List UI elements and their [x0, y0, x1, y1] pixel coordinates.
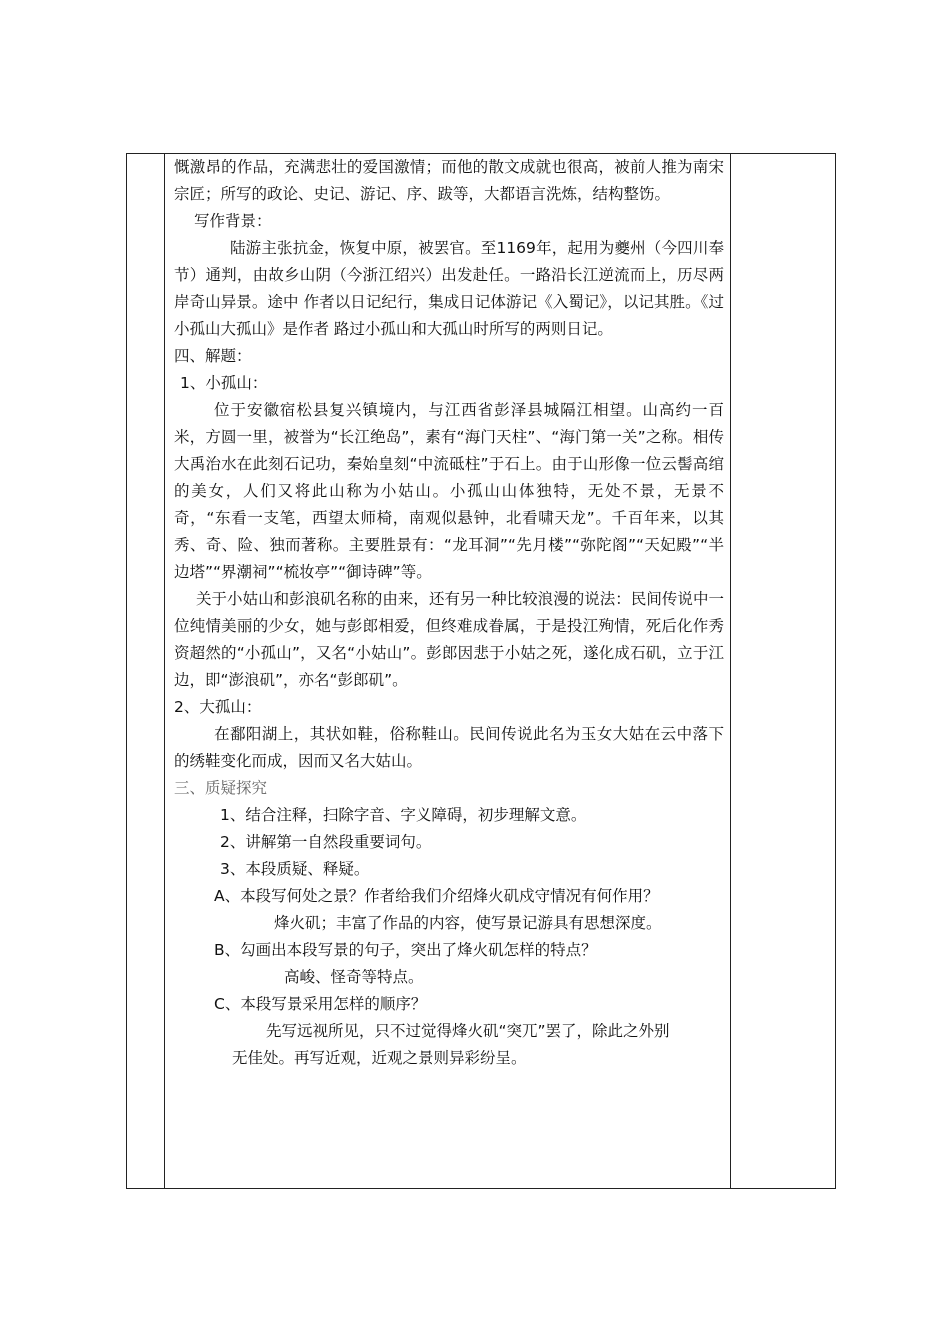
- step-item: 2、讲解第一自然段重要词句。: [220, 833, 432, 851]
- dagushan-paragraph: 在鄱阳湖上，其状如鞋，俗称鞋山。民间传说此名为玉女大姑在云中落下的绣鞋变化而成，因而又名大姑山。: [174, 725, 724, 770]
- question-c: C、本段写景采用怎样的顺序？: [214, 995, 427, 1013]
- answer-b: 高峻、怪奇等特点。: [284, 968, 424, 986]
- intro-paragraph: 慨激昂的作品，充满悲壮的爱国激情；而他的散文成就也很高，被前人推为南宋宗匠；所写的政论、史记、游记、序、跋等，大都语言洗炼，结构整饬。: [174, 158, 724, 203]
- xiaogushan-heading: 1、小孤山：: [180, 374, 268, 392]
- answer-a: 烽火矶；丰富了作品的内容，使写景记游具有思想深度。: [274, 914, 662, 932]
- step-item: 1、结合注释，扫除字音、字义障碍，初步理解文意。: [220, 806, 587, 824]
- right-column-divider: [730, 154, 731, 1188]
- xiaogushan-paragraph-2: 关于小姑山和彭浪矶名称的由来，还有另一种比较浪漫的说法：民间传说中一位纯情美丽的少女，她与彭郎相爱，但终难成眷属，于是投江殉情，死后化作秀资超然的“小孤山”，又名“小姑山”。彭郎因悲于小姑之死，遂化成石矶，立于江边，即“澎浪矶”，亦名“彭郎矶”。: [174, 590, 724, 689]
- answer-c-line-2: 无佳处。再写近观，近观之景则异彩纷呈。: [232, 1049, 527, 1067]
- section-three-heading: 三、质疑探究: [174, 779, 268, 797]
- main-content-cell: [174, 153, 724, 1072]
- question-b: B、勾画出本段写景的句子，突出了烽火矶怎样的特点？: [214, 941, 597, 959]
- xiaogushan-paragraph-1: 位于安徽宿松县复兴镇境内，与江西省彭泽县城隔江相望。山高约一百米，方圆一里，被誉为“长江绝岛”，素有“海门天柱”、“海门第一关”之称。相传大禹治水在此刻石记功，秦始皇刻“中流砥柱”于石上。由于山形像一位云髻高绾的美女，人们又将此山称为小姑山。小孤山山体独特，无处不景，无景不奇，“东看一支笔，西望太师椅，南观似悬钟，北看啸天龙”。千百年来，以其秀、奇、险、独而著称。主要胜景有：“龙耳洞”“先月楼”“弥陀阁”“天妃殿”“半边塔”“界潮祠”“梳妆亭”“御诗碑”等。: [174, 401, 724, 581]
- background-heading: 写作背景：: [194, 212, 272, 230]
- dagushan-heading: 2、大孤山：: [174, 698, 262, 716]
- step-item: 3、本段质疑、释疑。: [220, 860, 370, 878]
- section-four-heading: 四、解题：: [174, 347, 252, 365]
- answer-c-line-1: 先写远视所见，只不过觉得烽火矶“突兀”罢了，除此之外别: [266, 1022, 670, 1040]
- background-text: 陆游主张抗金，恢复中原，被罢官。至1169年，起用为夔州（今四川奉节）通判，由故乡山阴（今浙江绍兴）出发赴任。一路沿长江逆流而上，历尽两岸奇山异景。途中 作者以日记纪行，集成日记体游记《入蜀记》，以记其胜。《过小孤山大孤山》是作者 路过小孤山和大孤山时所写的两则日记。: [174, 239, 724, 338]
- left-column-divider: [164, 154, 165, 1188]
- question-a: A、本段写何处之景？作者给我们介绍烽火矶戍守情况有何作用？: [214, 887, 659, 905]
